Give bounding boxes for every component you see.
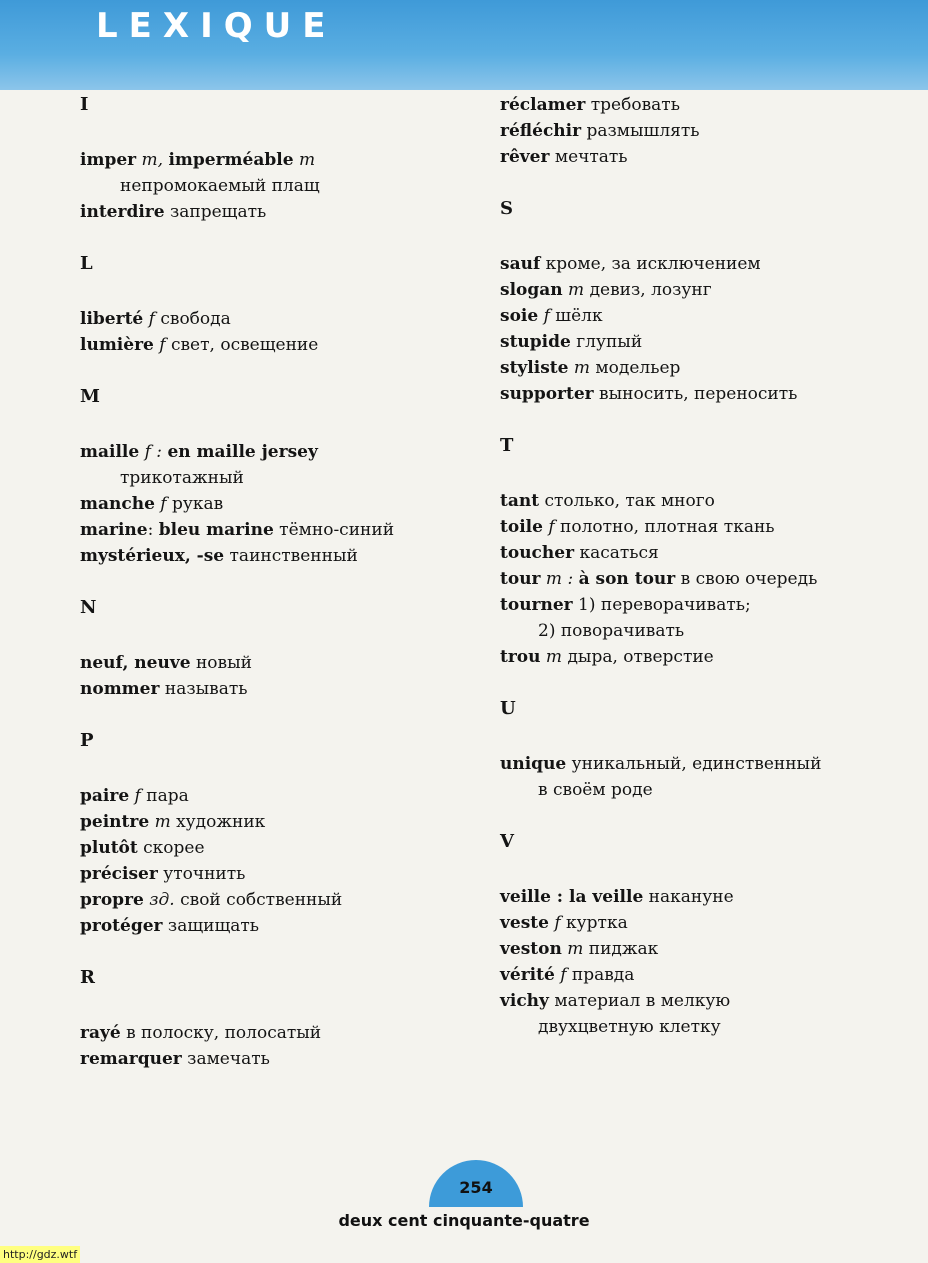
translation: 2) поворачивать [538, 621, 685, 641]
translation: таинственный [224, 546, 358, 566]
grammar-label: f : [144, 442, 163, 462]
translation: кроме, за исключением [540, 254, 761, 274]
page-title: LEXIQUE [96, 6, 337, 46]
grammar-label: f [160, 494, 167, 514]
grammar-label: f [543, 306, 550, 326]
translation: двухцветную клетку [538, 1017, 721, 1037]
grammar-label: m [568, 280, 585, 300]
headword: veston [500, 939, 562, 959]
lexicon-entry [80, 332, 480, 358]
lexicon-entry [500, 277, 900, 303]
grammar-label: f [148, 309, 155, 329]
lexicon-entry [500, 988, 900, 1014]
entry-continuation [80, 173, 480, 199]
translation: скорее [137, 838, 205, 858]
section-spacer [500, 170, 900, 196]
headword: tourner [500, 595, 573, 615]
section-letter: I [80, 94, 89, 115]
grammar-label: m [154, 812, 171, 832]
translation: касаться [574, 543, 659, 563]
section-spacer [80, 754, 480, 783]
lexicon-entry [500, 118, 900, 144]
lexicon-entry [500, 329, 900, 355]
lexicon-entry [500, 592, 900, 618]
lexicon-entry [500, 488, 900, 514]
header-band [0, 0, 928, 90]
lexicon-entry [500, 566, 900, 592]
lexicon-column-right [500, 92, 900, 1040]
entry-continuation [500, 618, 900, 644]
lexicon-entry [500, 514, 900, 540]
translation: рукав [166, 494, 224, 514]
lexicon-entry [80, 783, 480, 809]
headword: à son tour [578, 569, 676, 589]
grammar-label: m, [141, 150, 164, 170]
translation: глупый [570, 332, 643, 352]
translation: защищать [162, 916, 260, 936]
headword: protéger [80, 916, 163, 936]
headword: lumière [80, 335, 154, 355]
lexicon-entry [80, 861, 480, 887]
translation: называть [159, 679, 248, 699]
section-letter: S [500, 198, 513, 219]
translation: в своём роде [538, 780, 653, 800]
section-spacer [80, 410, 480, 439]
lexicon-entry [500, 144, 900, 170]
lexicon-entry [80, 887, 480, 913]
headword: supporter [500, 384, 594, 404]
headword: vichy [500, 991, 549, 1011]
page-number-words: deux cent cinquante-quatre [338, 1211, 590, 1230]
headword: imperméable [168, 150, 294, 170]
section-letter: N [80, 597, 97, 618]
entry-continuation [80, 465, 480, 491]
grammar-label: m : [545, 569, 574, 589]
lexicon-entry [500, 751, 900, 777]
section-letter: R [80, 967, 95, 988]
grammar-label: f [159, 335, 166, 355]
headword: unique [500, 754, 567, 774]
translation: куртка [560, 913, 628, 933]
lexicon-entry [500, 251, 900, 277]
section-spacer [500, 407, 900, 433]
lexicon-column-left [80, 92, 480, 1072]
grammar-label: f [554, 913, 561, 933]
lexicon-entry [500, 884, 900, 910]
lexicon-entry [80, 199, 480, 225]
lexicon-entry [80, 439, 480, 465]
headword: manche [80, 494, 155, 514]
headword: vérité [500, 965, 555, 985]
translation: шёлк [549, 306, 603, 326]
grammar-label: m [298, 150, 316, 170]
section-spacer [80, 702, 480, 728]
headword: rêver [500, 147, 550, 167]
translation: в свою очередь [675, 569, 818, 589]
lexicon-entry [80, 517, 480, 543]
section-spacer [500, 855, 900, 884]
translation: непромокаемый плащ [120, 176, 320, 196]
translation: новый [190, 653, 252, 673]
section-spacer [80, 358, 480, 384]
translation: : [147, 520, 159, 540]
headword: marine [80, 520, 148, 540]
translation: накануне [643, 887, 734, 907]
grammar-label: f [134, 786, 141, 806]
translation: замечать [181, 1049, 270, 1069]
section-spacer [80, 225, 480, 251]
headword: préciser [80, 864, 158, 884]
headword: toile [500, 517, 543, 537]
section-spacer [500, 670, 900, 696]
lexicon-entry [80, 1046, 480, 1072]
section-spacer [500, 222, 900, 251]
headword: remarquer [80, 1049, 182, 1069]
lexicon-entry [500, 381, 900, 407]
headword: peintre [80, 812, 150, 832]
grammar-label: зд. [149, 890, 175, 910]
translation: девиз, лозунг [584, 280, 712, 300]
translation: материал в мелкую [548, 991, 731, 1011]
section-letter: M [80, 386, 100, 407]
lexicon-entry [80, 676, 480, 702]
lexicon-entry [500, 355, 900, 381]
section-spacer [500, 459, 900, 488]
translation: тёмно-синий [273, 520, 395, 540]
lexicon-entry [80, 491, 480, 517]
headword: maille [80, 442, 140, 462]
translation: 1) переворачивать; [572, 595, 751, 615]
headword: styliste [500, 358, 569, 378]
lexicon-entry [500, 962, 900, 988]
section-spacer [80, 939, 480, 965]
watermark-link[interactable]: http://gdz.wtf [0, 1246, 80, 1263]
headword: slogan [500, 280, 563, 300]
translation: уникальный, единственный [566, 754, 822, 774]
headword: bleu marine [158, 520, 274, 540]
section-spacer [80, 991, 480, 1020]
headword: imper [80, 150, 137, 170]
lexicon-entry [80, 306, 480, 332]
section-spacer [80, 277, 480, 306]
entry-continuation [500, 1014, 900, 1040]
headword: trou [500, 647, 541, 667]
headword: paire [80, 786, 130, 806]
headword: liberté [80, 309, 144, 329]
headword: neuf, neuve [80, 653, 191, 673]
page-number: 254 [459, 1178, 493, 1197]
headword: tant [500, 491, 540, 511]
lexicon-entry [500, 303, 900, 329]
grammar-label: m [545, 647, 563, 667]
lexicon-entry [80, 147, 480, 173]
translation: дыра, отверстие [562, 647, 714, 667]
section-spacer [80, 118, 480, 147]
section-spacer [80, 621, 480, 650]
translation: в полоску, полосатый [120, 1023, 322, 1043]
lexicon-entry [500, 936, 900, 962]
lexicon-entry [80, 650, 480, 676]
lexicon-entry [80, 913, 480, 939]
headword: stupide [500, 332, 571, 352]
lexicon-entry [80, 809, 480, 835]
headword: nommer [80, 679, 160, 699]
translation: требовать [585, 95, 680, 115]
lexicon-entry [500, 540, 900, 566]
headword: sauf [500, 254, 541, 274]
headword: réfléchir [500, 121, 582, 141]
grammar-label: f [548, 517, 555, 537]
lexicon-entry [80, 835, 480, 861]
translation: художник [170, 812, 266, 832]
translation: мечтать [549, 147, 628, 167]
translation: свой собственный [174, 890, 343, 910]
translation: полотно, плотная ткань [554, 517, 775, 537]
headword: propre [80, 890, 144, 910]
section-letter: L [80, 253, 93, 274]
section-letter: T [500, 435, 514, 456]
translation: свобода [154, 309, 231, 329]
section-spacer [500, 803, 900, 829]
headword: mystérieux, -se [80, 546, 225, 566]
translation: свет, освещение [165, 335, 319, 355]
translation: запрещать [164, 202, 267, 222]
headword: réclamer [500, 95, 586, 115]
section-letter: U [500, 698, 516, 719]
headword: toucher [500, 543, 575, 563]
headword: rayé [80, 1023, 121, 1043]
section-letter: P [80, 730, 94, 751]
grammar-label: m [567, 939, 584, 959]
section-spacer [500, 722, 900, 751]
translation: пиджак [583, 939, 659, 959]
translation: выносить, переносить [593, 384, 798, 404]
section-spacer [80, 569, 480, 595]
headword: en maille jersey [167, 442, 318, 462]
grammar-label: f [560, 965, 567, 985]
translation: размышлять [581, 121, 700, 141]
headword: tour [500, 569, 541, 589]
headword: soie [500, 306, 539, 326]
translation: столько, так много [539, 491, 715, 511]
lexicon-entry [500, 644, 900, 670]
lexicon-entry [500, 92, 900, 118]
headword: veste [500, 913, 549, 933]
translation: трикотажный [120, 468, 244, 488]
grammar-label: m [573, 358, 590, 378]
translation: пара [140, 786, 189, 806]
translation: правда [566, 965, 635, 985]
headword: plutôt [80, 838, 138, 858]
headword: veille : la veille [500, 887, 644, 907]
lexicon-entry [80, 543, 480, 569]
lexicon-entry [500, 910, 900, 936]
entry-continuation [500, 777, 900, 803]
section-letter: V [500, 831, 514, 852]
translation: модельер [590, 358, 681, 378]
headword: interdire [80, 202, 165, 222]
lexicon-entry [80, 1020, 480, 1046]
translation: уточнить [157, 864, 246, 884]
